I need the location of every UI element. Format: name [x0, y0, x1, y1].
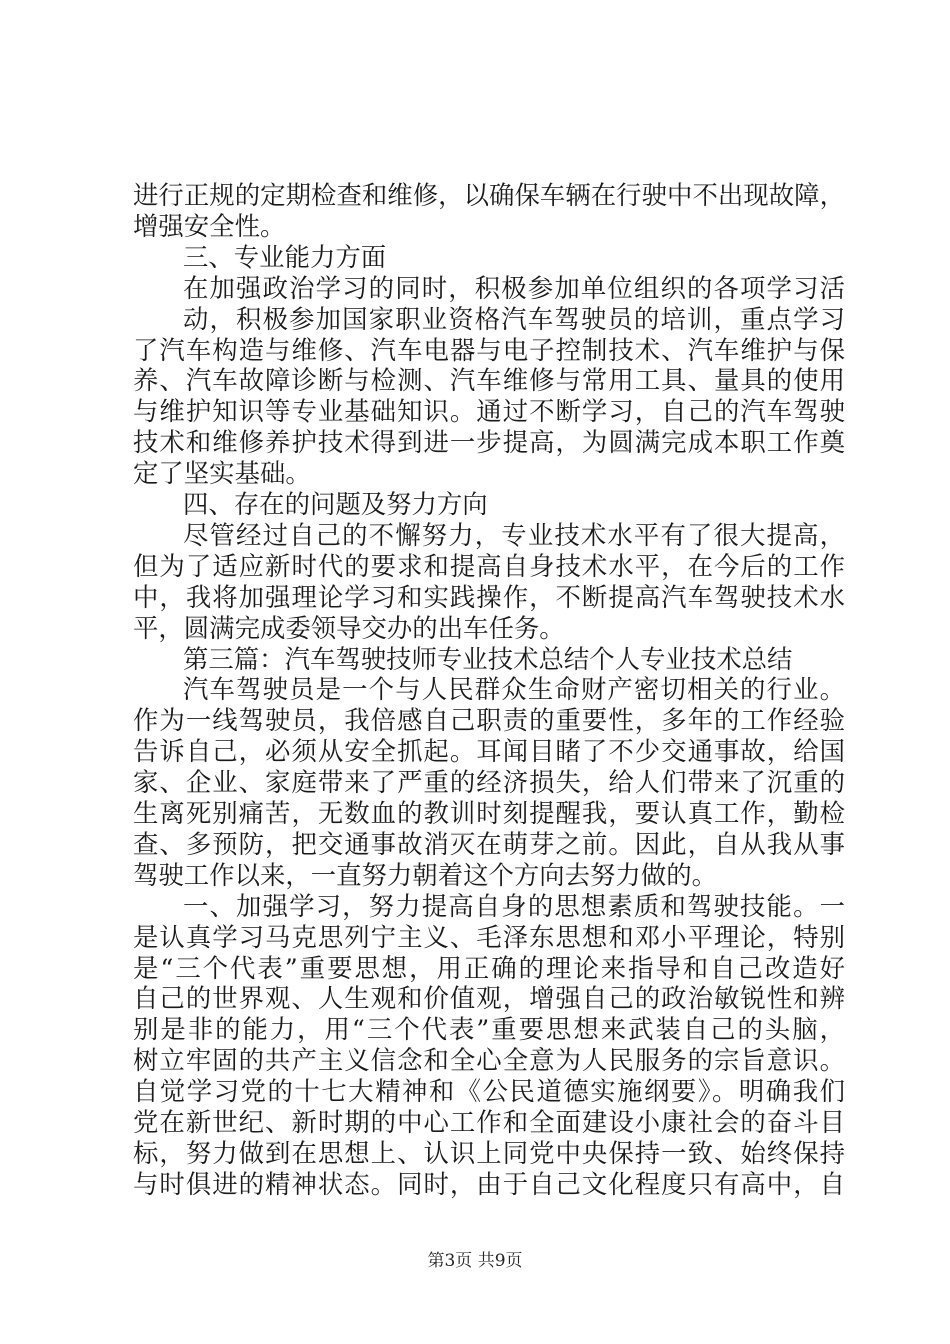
- text-line: 生离死别痛苦，无数血的教训时刻提醒我，要认真工作，勤检: [133, 798, 845, 828]
- text-line: 养、汽车故障诊断与检测、汽车维修与常用工具、量具的使用: [133, 365, 845, 396]
- text-line: 别是非的能力，用“三个代表”重要思想来武装自己的头脑，: [133, 1014, 845, 1045]
- text-line: 但为了适应新时代的要求和提高自身技术水平，在今后的工作: [133, 550, 845, 581]
- text-line: 查、多预防，把交通事故消灭在萌芽之前。因此，自从我从事: [133, 828, 845, 859]
- text-line: 家、企业、家庭带来了严重的经济损失，给人们带来了沉重的: [133, 767, 845, 798]
- text-line: 与维护知识等专业基础知识。通过不断学习，自己的汽车驾驶: [133, 396, 845, 427]
- text-line: 自己的世界观、人生观和价值观，增强自己的政治敏锐性和辨: [133, 983, 845, 1014]
- text-line: 是认真学习马克思列宁主义、毛泽东思想和邓小平理论，特别: [133, 921, 845, 952]
- text-line: 自觉学习党的十七大精神和《公民道德实施纲要》。明确我们: [133, 1076, 845, 1107]
- text-line: 驾驶工作以来，一直努力朝着这个方向去努力做的。: [133, 859, 717, 890]
- text-line: 告诉自己，必须从安全抓起。耳闻目睹了不少交通事故，给国: [133, 736, 845, 767]
- text-line: 平，圆满完成委领导交办的出车任务。: [133, 612, 565, 643]
- text-line: 动，积极参加国家职业资格汽车驾驶员的培训，重点学习: [183, 303, 845, 334]
- text-line: 尽管经过自己的不懈努力，专业技术水平有了很大提高，: [183, 519, 845, 550]
- text-line: 树立牢固的共产主义信念和全心全意为人民服务的宗旨意识。: [133, 1045, 845, 1076]
- text-line: 作为一线驾驶员，我倍感自己职责的重要性，多年的工作经验: [133, 705, 845, 736]
- text-line: 与时俱进的精神状态。同时，由于自己文化程度只有高中，自: [133, 1168, 845, 1199]
- text-line: 增强安全性。: [133, 210, 286, 241]
- text-line: 是“三个代表”重要思想，用正确的理论来指导和自己改造好: [133, 952, 845, 983]
- text-line: 进行正规的定期检查和维修，以确保车辆在行驶中不出现故障，: [133, 180, 845, 210]
- text-line: 党在新世纪、新时期的中心工作和全面建设小康社会的奋斗目: [133, 1107, 845, 1137]
- text-line: 在加强政治学习的同时，积极参加单位组织的各项学习活: [183, 272, 845, 303]
- text-line: 四、存在的问题及努力方向: [183, 489, 488, 519]
- text-line: 了汽车构造与维修、汽车电器与电子控制技术、汽车维护与保: [133, 334, 845, 365]
- text-line: 汽车驾驶员是一个与人民群众生命财产密切相关的行业。: [183, 674, 845, 705]
- text-line: 标，努力做到在思想上、认识上同党中央保持一致、始终保持: [133, 1137, 845, 1168]
- text-line: 技术和维修养护技术得到进一步提高，为圆满完成本职工作奠: [133, 427, 845, 458]
- text-line: 三、专业能力方面: [183, 241, 387, 272]
- text-line: 中，我将加强理论学习和实践操作，不断提高汽车驾驶技术水: [133, 581, 845, 612]
- text-line: 第三篇：汽车驾驶技师专业技术总结个人专业技术总结: [183, 643, 793, 674]
- page-footer: 第3页 共9页: [427, 1251, 523, 1271]
- text-line: 定了坚实基础。: [133, 458, 311, 489]
- text-line: 一、加强学习，努力提高自身的思想素质和驾驶技能。一: [183, 890, 845, 921]
